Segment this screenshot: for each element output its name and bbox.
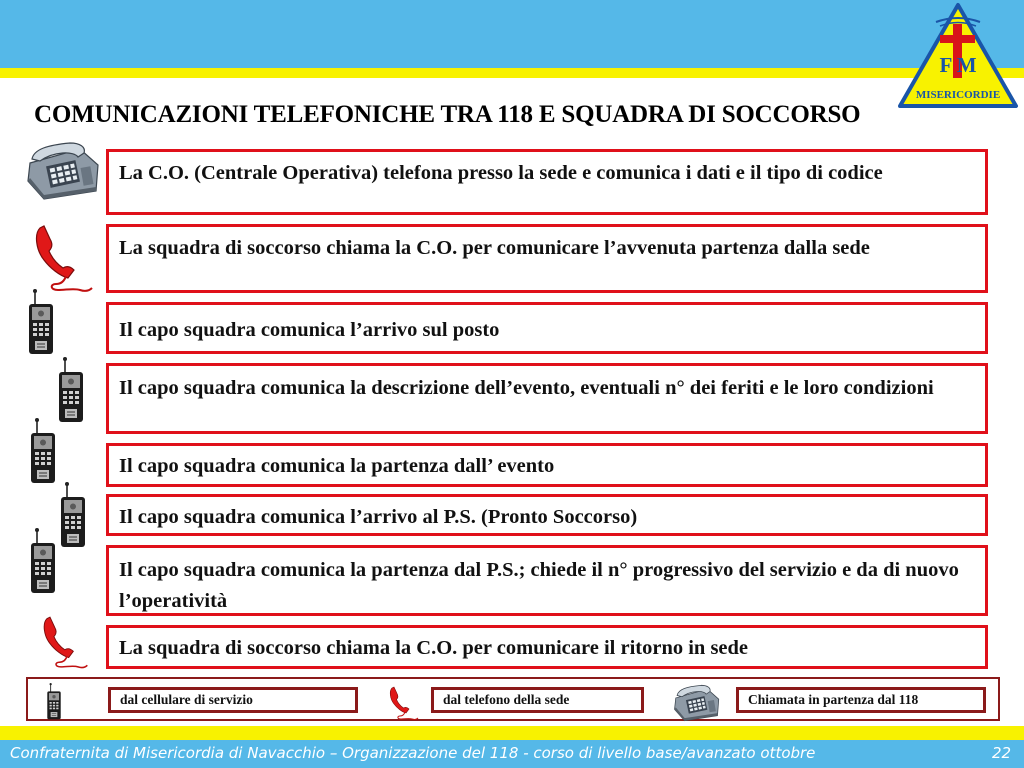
page-number: 22 [992,744,1012,762]
mobile-phone-icon [26,274,56,372]
top-stripe [0,68,1024,78]
misericordie-logo [896,2,1020,110]
mobile-phone-icon [28,513,58,611]
mobile-phone-icon [58,468,88,564]
step-1: La C.O. (Centrale Operativa) telefona presso la sede e comunica i dati e il tipo di codice [106,149,988,215]
step-7: Il capo squadra comunica la partenza dal P.S.; chiede il n° progressivo del servizio e da di nuovo l’operatività [106,545,988,616]
legend-label-desk: Chiamata in partenza dal 118 [736,687,986,713]
top-banner [0,0,1024,68]
red-handset-icon [32,614,96,670]
footer-text: Confraternita di Misericordia di Navacchio – Organizzazione del 118 - corso di livello base/avanzato ottobre [10,744,816,762]
step-6: Il capo squadra comunica l’arrivo al P.S. (Pronto Soccorso) [106,494,988,536]
step-4: Il capo squadra comunica la descrizione dell’evento, eventuali n° dei feriti e le loro condizioni [106,363,988,434]
step-8: La squadra di soccorso chiama la C.O. per comunicare il ritorno in sede [106,625,988,669]
logo-monogram: F M [939,53,977,77]
step-5: Il capo squadra comunica la partenza dall’ evento [106,443,988,487]
legend-label-handset: dal telefono della sede [431,687,644,713]
mobile-phone-icon [44,683,64,721]
logo-text: MISERICORDIE [915,89,1001,101]
bottom-stripe [0,726,1024,740]
page-title: COMUNICAZIONI TELEFONICHE TRA 118 E SQUADRA DI SOCCORSO [34,101,861,128]
step-2: La squadra di soccorso chiama la C.O. per comunicare l’avvenuta partenza dalla sede [106,224,988,293]
mobile-phone-icon [28,403,58,501]
desk-phone-icon [24,141,100,201]
desk-phone-icon [672,684,720,722]
legend-label-mobile: dal cellulare di servizio [108,687,358,713]
mobile-phone-icon [56,343,86,439]
red-handset-icon [386,685,420,721]
step-3: Il capo squadra comunica l’arrivo sul posto [106,302,988,354]
